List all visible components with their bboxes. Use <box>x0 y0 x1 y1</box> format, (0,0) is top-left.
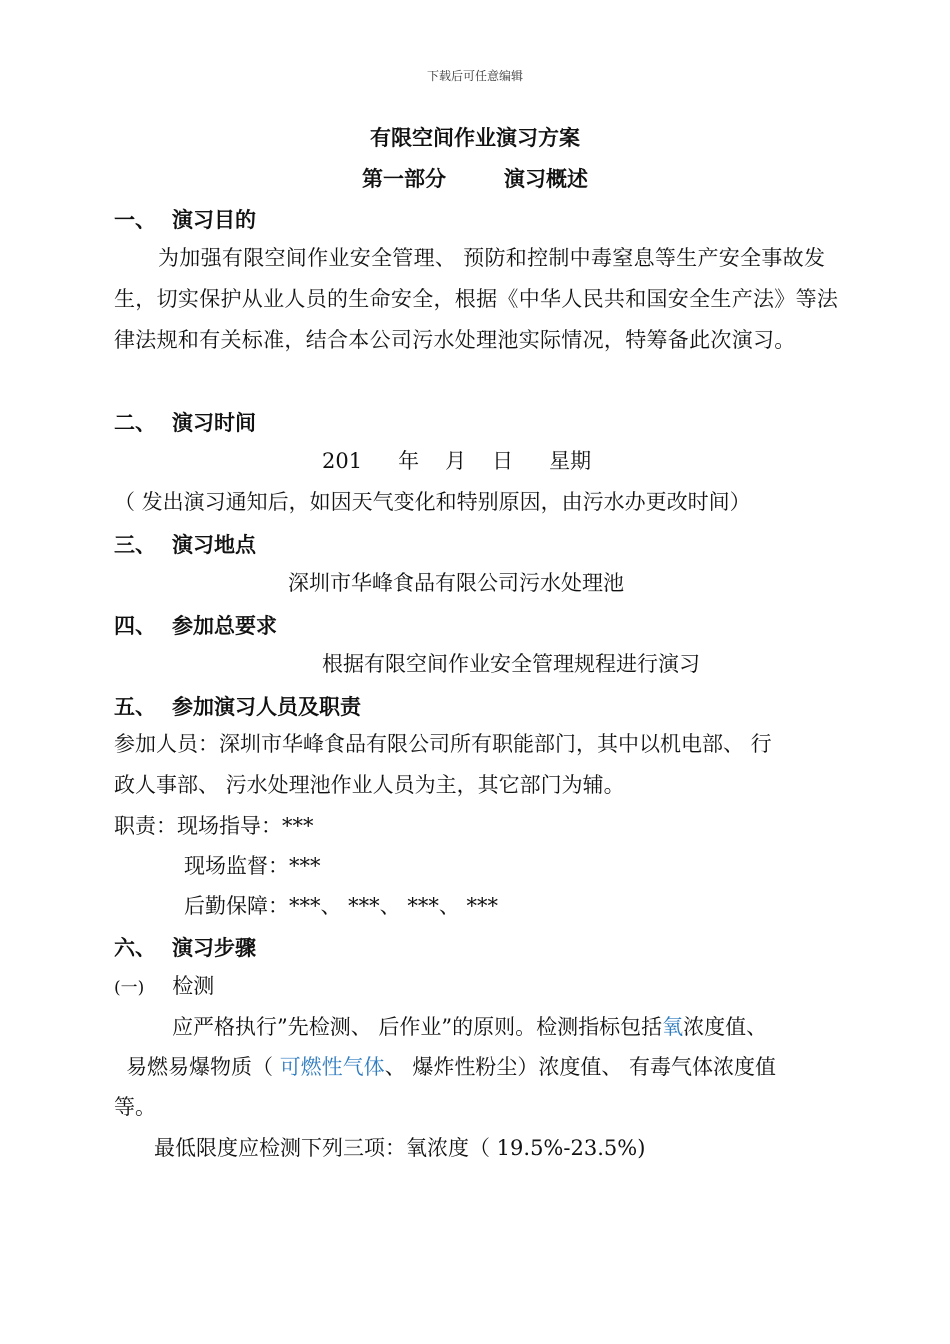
drill-location: 深圳市华峰食品有限公司污水处理池 <box>288 571 624 595</box>
general-requirement: 根据有限空间作业安全管理规程进行演习 <box>322 652 700 676</box>
duty-guide-line <box>114 806 314 847</box>
section-number: 五、 <box>114 695 156 719</box>
part-label: 第一部分 <box>362 167 446 191</box>
section-title: 演习步骤 <box>172 936 256 960</box>
personnel-line-2: 政人事部、 污水处理池作业人员为主，其它部门为辅。 <box>114 773 625 797</box>
section-heading-5 <box>114 691 361 721</box>
duty-guide: 现场指导：*** <box>177 814 314 838</box>
part-name: 演习概述 <box>504 167 588 191</box>
section-title: 演习时间 <box>172 411 256 435</box>
detection-line-2 <box>126 1047 776 1088</box>
detection-text: 应严格执行”先检测、 后作业”的原则。检测指标包括 <box>172 1015 663 1039</box>
date-day-unit: 日 <box>492 449 514 473</box>
detection-line-1 <box>172 1007 767 1048</box>
section-heading-6 <box>114 932 256 962</box>
header-note: 下载后可任意编辑 <box>426 69 523 83</box>
subsection-heading-1 <box>114 966 214 1009</box>
duty-logistics: 后勤保障：***、 ***、 ***、 *** <box>184 894 499 918</box>
duty-supervise: 现场监督：*** <box>184 854 321 878</box>
purpose-paragraph: 为加强有限空间作业安全管理、 预防和控制中毒窒息等生产安全事故发生，切实保护从业人员的生命安全，根据《中华人民共和国安全生产法》等法律法规和有关标准，结合本公司污水处理池实际情况，特筹备此次演习。 <box>114 246 839 352</box>
section-number: 二、 <box>114 411 156 435</box>
oxygen-link[interactable]: 氧 <box>662 1015 684 1039</box>
doc-title: 有限空间作业演习方案 <box>370 126 580 150</box>
duty-label: 职责： <box>114 814 177 838</box>
detection-text: 、 爆炸性粉尘）浓度值、 有毒气体浓度值 <box>384 1055 777 1079</box>
section-number: 一、 <box>114 208 156 232</box>
flammable-gas-link[interactable]: 可燃性气体 <box>279 1055 385 1079</box>
section-title: 参加总要求 <box>172 614 277 638</box>
section-heading-3 <box>114 529 256 559</box>
section-number: 三、 <box>114 533 156 557</box>
subsection-number: (一) <box>114 978 145 998</box>
section-title: 参加演习人员及职责 <box>172 695 361 719</box>
subsection-title: 检测 <box>172 974 215 998</box>
drill-date-line <box>322 441 591 482</box>
detection-line-3: 等。 <box>114 1095 156 1119</box>
section-title: 演习目的 <box>172 208 256 232</box>
personnel-line-1: 参加人员：深圳市华峰食品有限公司所有职能部门，其中以机电部、 行 <box>114 732 772 756</box>
section-title: 演习地点 <box>172 533 256 557</box>
date-year: 201 <box>322 449 363 473</box>
date-month-unit: 月 <box>445 449 467 473</box>
date-year-unit: 年 <box>398 449 420 473</box>
section-number: 四、 <box>114 614 156 638</box>
date-weekday: 星期 <box>549 449 592 473</box>
section-heading-4 <box>114 610 277 640</box>
section-heading-2 <box>114 407 256 437</box>
section-number: 六、 <box>114 936 156 960</box>
time-note: （ 发出演习通知后，如因天气变化和特别原因，由污水办更改时间） <box>114 490 751 514</box>
detection-text: 浓度值、 <box>683 1015 768 1039</box>
minimum-detection-line: 最低限度应检测下列三项：氧浓度（ 19.5%-23.5%) <box>154 1136 646 1160</box>
detection-text: 易燃易爆物质（ <box>126 1055 280 1079</box>
part-heading <box>0 163 950 193</box>
section-heading-1 <box>114 204 256 234</box>
